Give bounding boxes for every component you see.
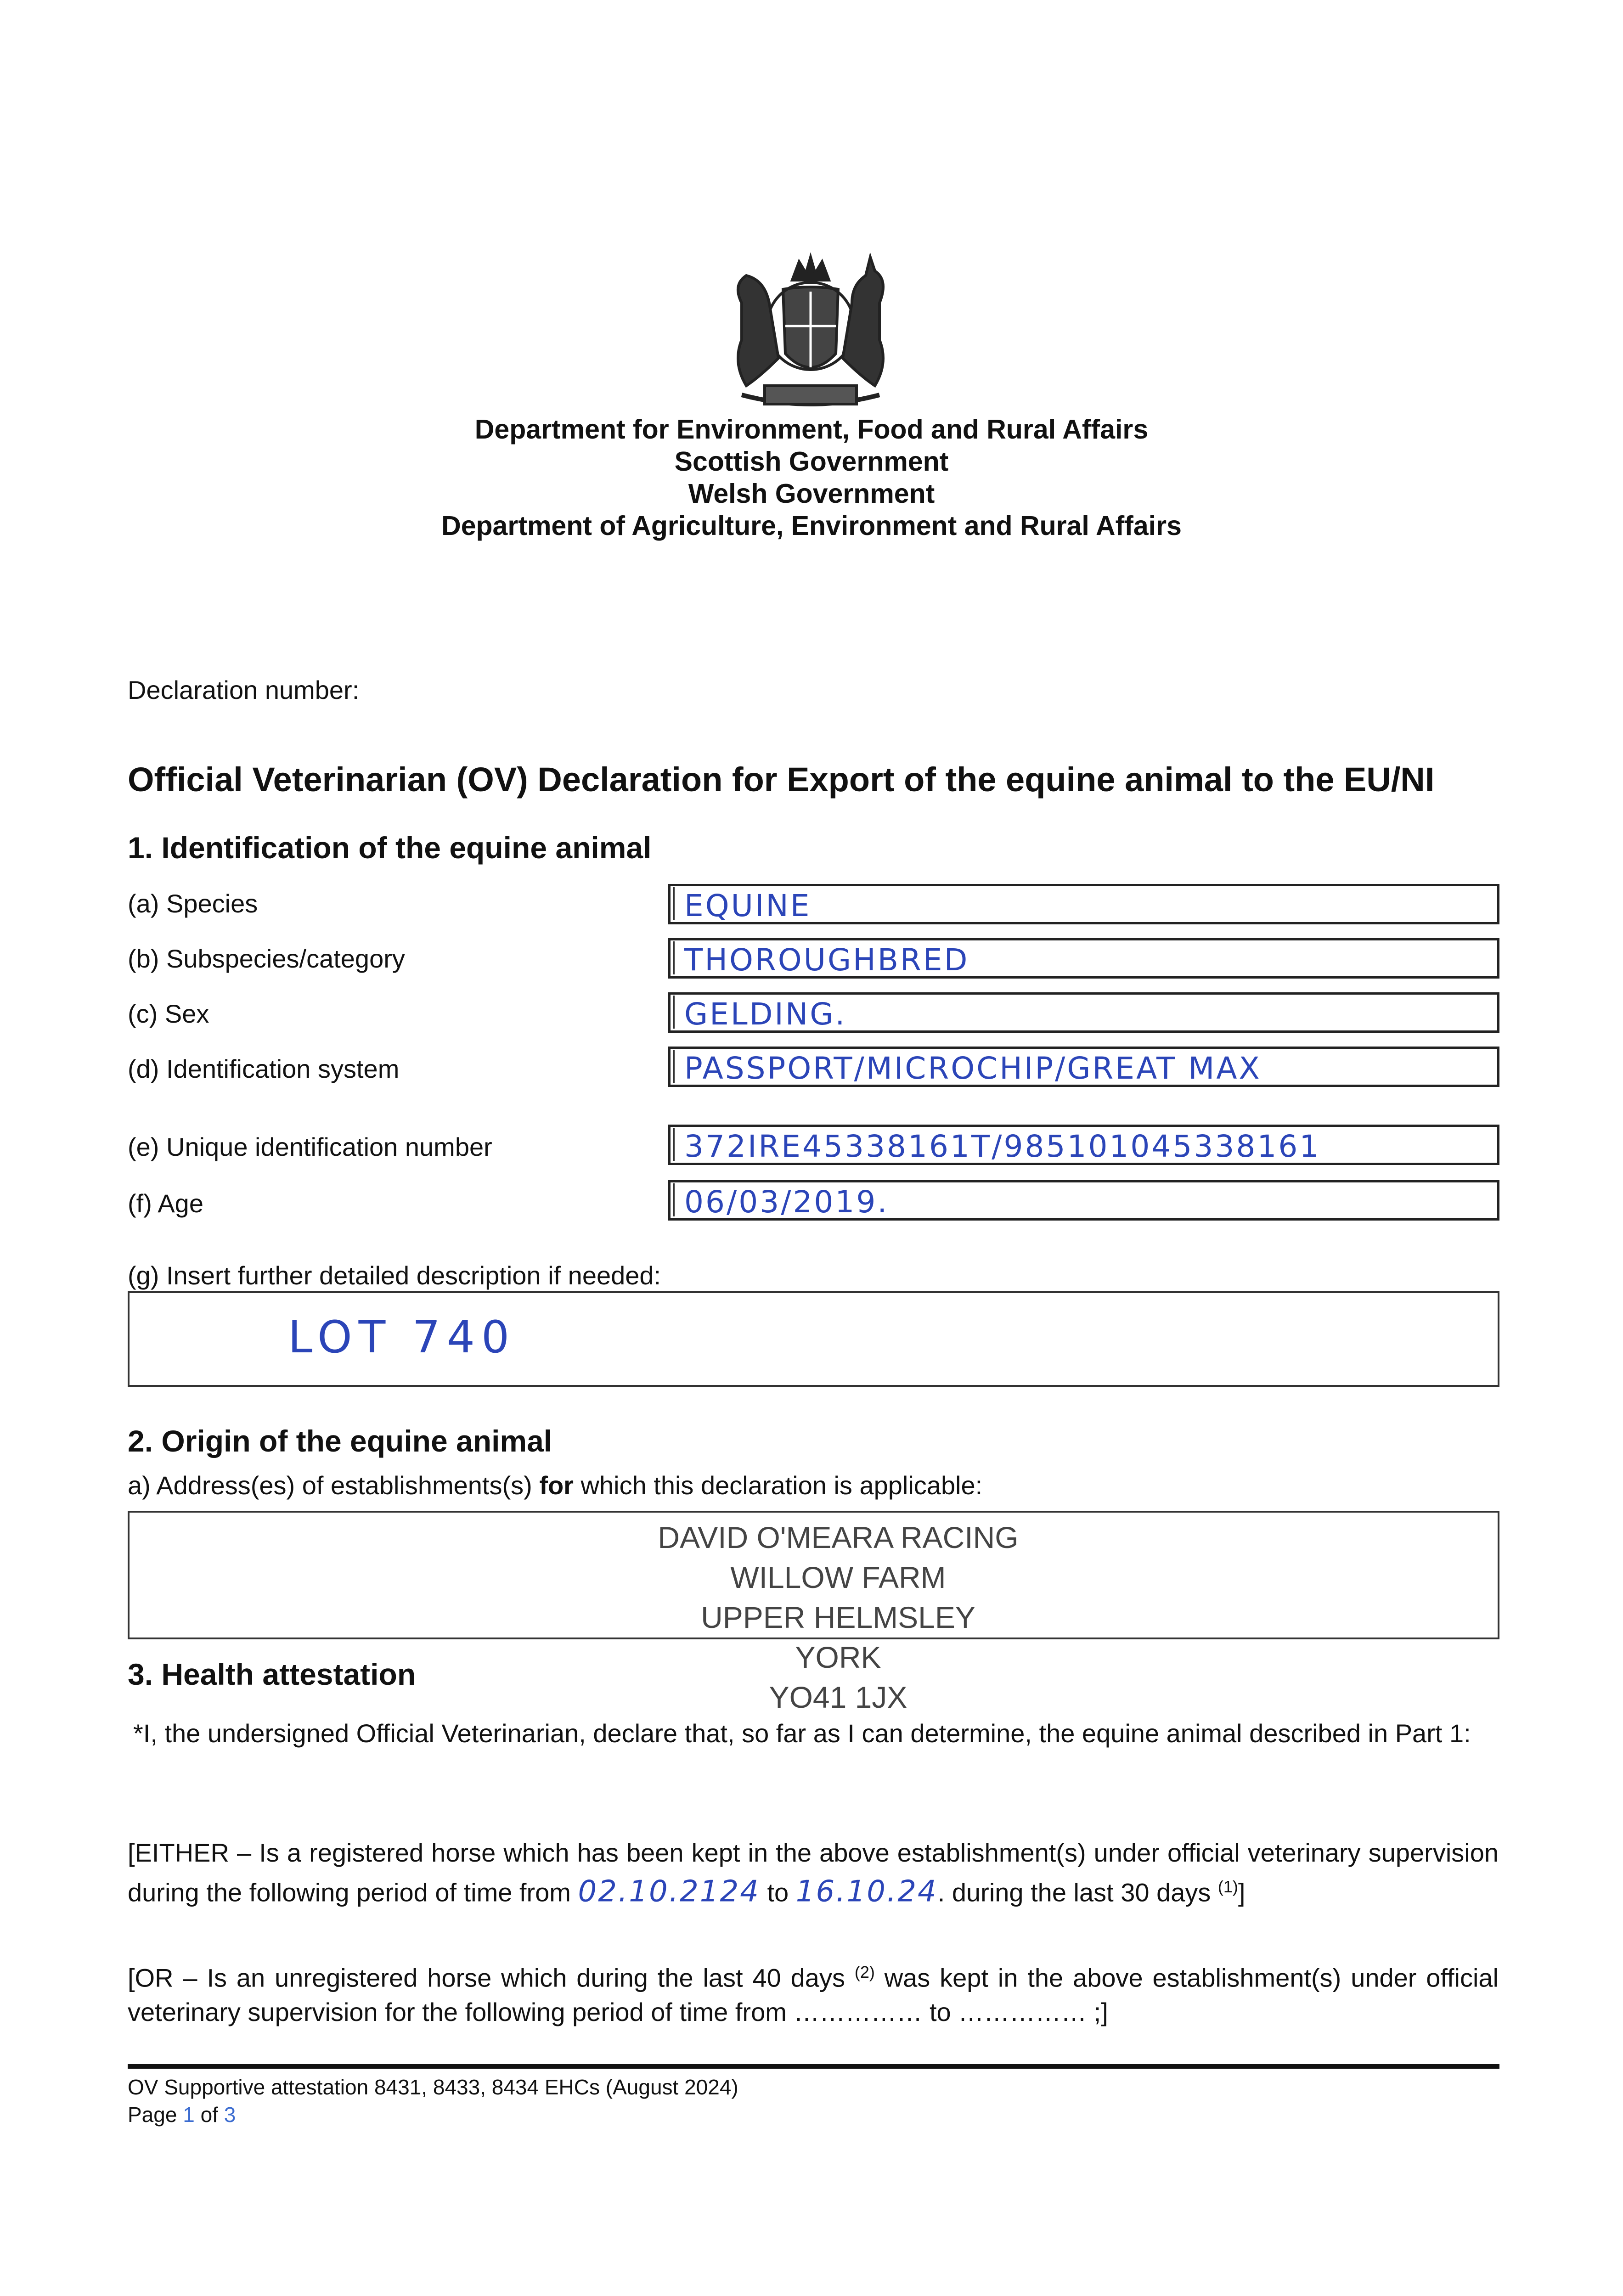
footer-divider	[128, 2064, 1499, 2069]
declaration-number-label: Declaration number:	[128, 675, 360, 704]
address-label: a) Address(es) of establishments(s) for which this declaration is applicable:	[128, 1471, 983, 1500]
footer-attestation-ref: OV Supportive attestation 8431, 8433, 8434 EHCs (August 2024)	[128, 2075, 738, 2099]
sex-label: (c) Sex	[128, 999, 209, 1028]
identification-system-value: PASSPORT/MICROCHIP/GREAT MAX	[684, 1051, 1262, 1086]
address-line: UPPER HELMSLEY	[701, 1600, 975, 1634]
royal-coat-of-arms-emblem	[714, 248, 907, 413]
address-line: YORK	[795, 1640, 881, 1674]
document-title: Official Veterinarian (OV) Declaration for Export of the equine animal to the EU/NI	[128, 760, 1435, 799]
subspecies-field[interactable]	[668, 938, 1499, 979]
section-3-heading: 3. Health attestation	[128, 1657, 416, 1691]
further-description-box[interactable]	[128, 1291, 1499, 1387]
unique-id-value: 372IRE45338161T/985101045338161	[684, 1129, 1321, 1164]
either-to-date: 16.10.24	[795, 1874, 938, 1909]
department-line: Department for Environment, Food and Rural Affairs	[474, 414, 1149, 445]
address-line: DAVID O'MEARA RACING	[658, 1520, 1019, 1554]
section-1-heading: 1. Identification of the equine animal	[128, 831, 652, 865]
identification-system-field[interactable]	[668, 1047, 1499, 1087]
attestation-intro: *I, the undersigned Official Veterinarian, declare that, so far as I can determine, the equine animal described in Part 1:	[133, 1719, 1471, 1748]
subspecies-value: THOROUGHBRED	[684, 942, 969, 978]
unique-id-field[interactable]	[668, 1125, 1499, 1165]
address-line: YO41 1JX	[769, 1680, 907, 1714]
unique-id-label: (e) Unique identification number	[128, 1132, 492, 1161]
department-line: Department of Agriculture, Environment and Rural Affairs	[441, 511, 1182, 541]
or-clause: [OR – Is an unregistered horse which during the last 40 days $^{(2)}$ was kept in the above establishment(s) under official veterinary supervision for the following period of time from …………… to …………… ;]	[128, 1963, 1499, 2026]
age-field[interactable]	[668, 1180, 1499, 1221]
species-label: (a) Species	[128, 889, 258, 918]
further-description-label: (g) Insert further detailed description if needed:	[128, 1261, 661, 1290]
department-line: Welsh Government	[688, 478, 935, 509]
species-value: EQUINE	[684, 888, 812, 923]
department-line: Scottish Government	[674, 446, 949, 477]
address-stamp	[459, 1518, 1217, 1717]
further-description-value: LOT 740	[288, 1311, 516, 1363]
either-from-date: 02.10.2124	[578, 1874, 760, 1909]
page-indicator: Page 1 of 3	[128, 2103, 236, 2127]
either-clause: [EITHER – Is a registered horse which has been kept in the above establishment(s) under official veterinary supervision during the following period of time from 02.10.2124 to 16.10.24. during the last 30 days $^{(1)}$]	[128, 1838, 1499, 1909]
species-field[interactable]	[668, 884, 1499, 924]
address-line: WILLOW FARM	[730, 1560, 946, 1594]
age-value: 06/03/2019.	[684, 1184, 889, 1220]
section-2-heading: 2. Origin of the equine animal	[128, 1424, 552, 1458]
sex-value: GELDING.	[684, 996, 847, 1032]
sex-field[interactable]	[668, 992, 1499, 1033]
identification-system-label: (d) Identification system	[128, 1054, 400, 1083]
age-label: (f) Age	[128, 1189, 203, 1218]
subspecies-label: (b) Subspecies/category	[128, 944, 405, 973]
